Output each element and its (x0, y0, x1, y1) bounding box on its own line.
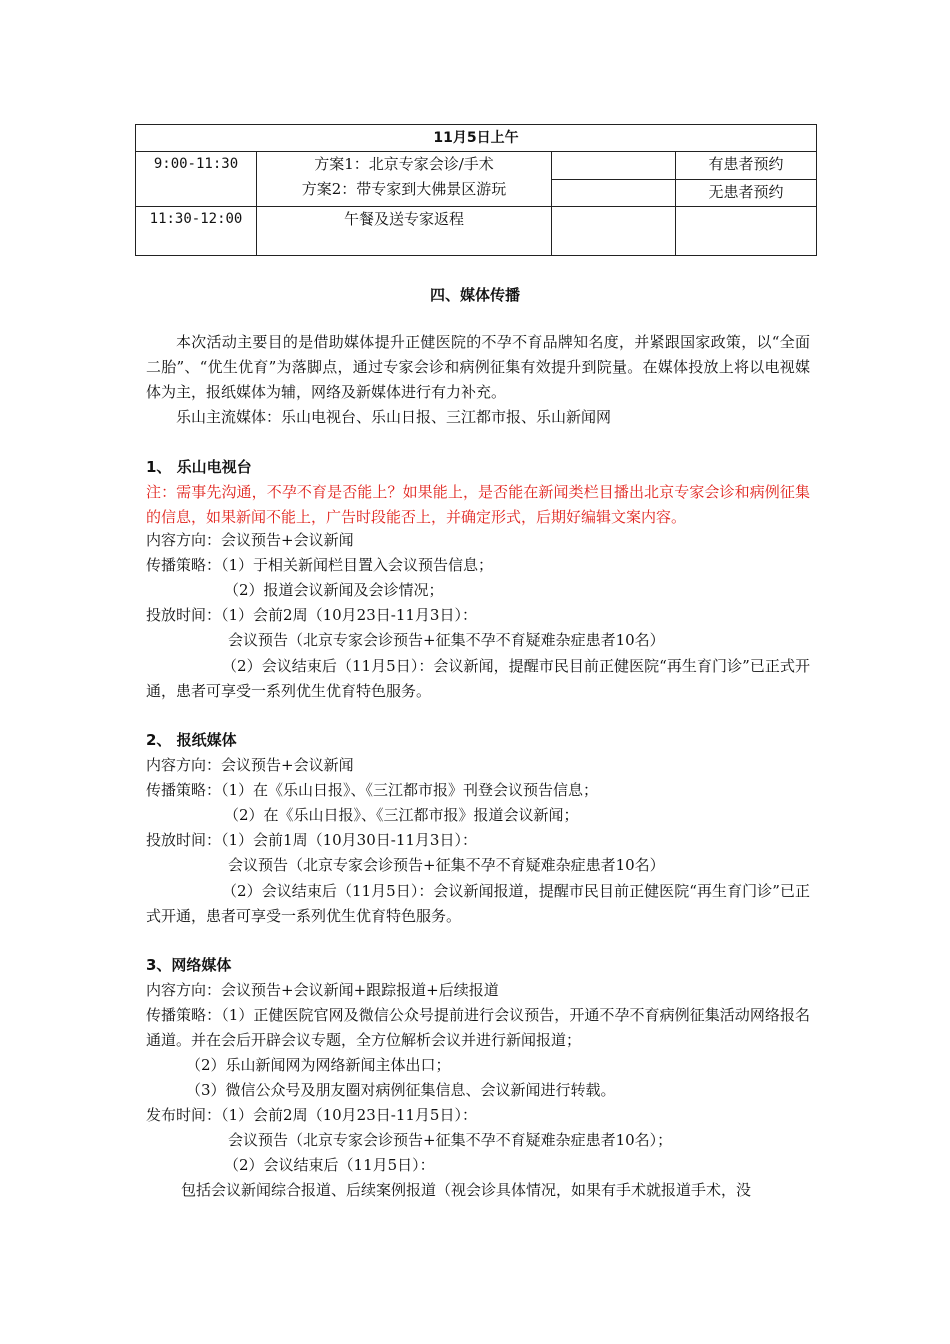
time-cell: 11:30-12:00 (136, 207, 257, 256)
paper-content: 内容方向：会议预告+会议新闻 (146, 756, 354, 774)
mainstream-media: 乐山主流媒体：乐山电视台、乐山日报、三江都市报、乐山新闻网 (176, 408, 612, 426)
tv-heading: 1、 乐山电视台 (146, 458, 252, 476)
note-cell: 有患者预约 (676, 152, 817, 180)
paper-time-1b: 会议预告（北京专家会诊预告+征集不孕不育疑难杂症患者10名） (228, 856, 665, 874)
empty-cell (676, 207, 817, 256)
web-heading: 3、网络媒体 (146, 956, 232, 974)
plan-cell (257, 152, 552, 207)
tv-strategy-1: 传播策略：（1）于相关新闻栏目置入会议预告信息； (146, 556, 494, 574)
empty-cell (552, 207, 676, 256)
web-time-1b: 会议预告（北京专家会诊预告+征集不孕不育疑难杂症患者10名）； (228, 1131, 673, 1149)
empty-cell (552, 179, 676, 207)
web-strategy-3: （3）微信公众号及朋友圈对病例征集信息、会议新闻进行转载。 (186, 1081, 616, 1099)
schedule-header: 11月5日上午 (136, 125, 817, 152)
empty-cell (552, 152, 676, 180)
web-time-1: 发布时间：（1）会前2周（10月23日-11月5日）： (146, 1106, 477, 1124)
web-strategy-2: （2）乐山新闻网为网络新闻主体出口； (186, 1056, 451, 1074)
plan-cell: 午餐及送专家返程 (257, 207, 552, 256)
paper-strategy-2: （2）在《乐山日报》、《三江都市报》报道会议新闻； (224, 806, 579, 824)
web-time-2b: 包括会议新闻综合报道、后续案例报道（视会诊具体情况，如果有手术就报道手术，没 (181, 1181, 752, 1199)
tv-note: 注：需事先沟通，不孕不育是否能上？如果能上，是否能在新闻类栏目播出北京专家会诊和病例征集的信息，如果新闻不能上，广告时段能否上，并确定形式，后期好编辑文案内容。 (146, 483, 810, 526)
web-time-2: （2）会议结束后（11月5日）： (224, 1156, 435, 1174)
tv-time-2: （2）会议结束后（11月5日）：会议新闻，提醒市民目前正健医院“再生育门诊”已正式开通，患者可享受一系列优生优育特色服务。 (146, 657, 810, 700)
intro-paragraph: 本次活动主要目的是借助媒体提升正健医院的不孕不育品牌知名度，并紧跟国家政策，以“全面二胎”、“优生优育”为落脚点，通过专家会诊和病例征集有效提升到院量。在媒体投放上将以电视媒体为主，报纸媒体为辅，网络及新媒体进行有力补充。 (146, 333, 810, 401)
tv-strategy-2: （2）报道会议新闻及会诊情况； (224, 581, 444, 599)
web-strategy-1: 传播策略：（1）正健医院官网及微信公众号提前进行会议预告，开通不孕不育病例征集活动网络报名通道。并在会后开辟会议专题，全方位解析会议并进行新闻报道； (146, 1006, 810, 1049)
schedule-row (136, 207, 817, 256)
note-cell: 无患者预约 (676, 179, 817, 207)
schedule-table (135, 124, 817, 256)
tv-time-1b: 会议预告（北京专家会诊预告+征集不孕不育疑难杂症患者10名） (228, 631, 665, 649)
schedule-row (136, 152, 817, 180)
paper-strategy-1: 传播策略：（1）在《乐山日报》、《三江都市报》刊登会议预告信息； (146, 781, 599, 799)
plan-option-1: 方案1：北京专家会诊/手术 (314, 155, 494, 173)
time-cell: 9:00-11:30 (136, 152, 257, 207)
plan-option-2: 方案2：带专家到大佛景区游玩 (301, 180, 507, 198)
schedule-header-row (136, 125, 817, 152)
tv-content: 内容方向：会议预告+会议新闻 (146, 531, 354, 549)
paper-time-1: 投放时间：（1）会前1周（10月30日-11月3日）： (146, 831, 477, 849)
paper-time-2: （2）会议结束后（11月5日）：会议新闻报道，提醒市民目前正健医院“再生育门诊”已正式开通，患者可享受一系列优生优育特色服务。 (146, 882, 810, 925)
web-content: 内容方向：会议预告+会议新闻+跟踪报道+后续报道 (146, 981, 499, 999)
section-title: 四、媒体传播 (429, 286, 520, 304)
tv-time-1: 投放时间：（1）会前2周（10月23日-11月3日）： (146, 606, 477, 624)
paper-heading: 2、 报纸媒体 (146, 731, 237, 749)
